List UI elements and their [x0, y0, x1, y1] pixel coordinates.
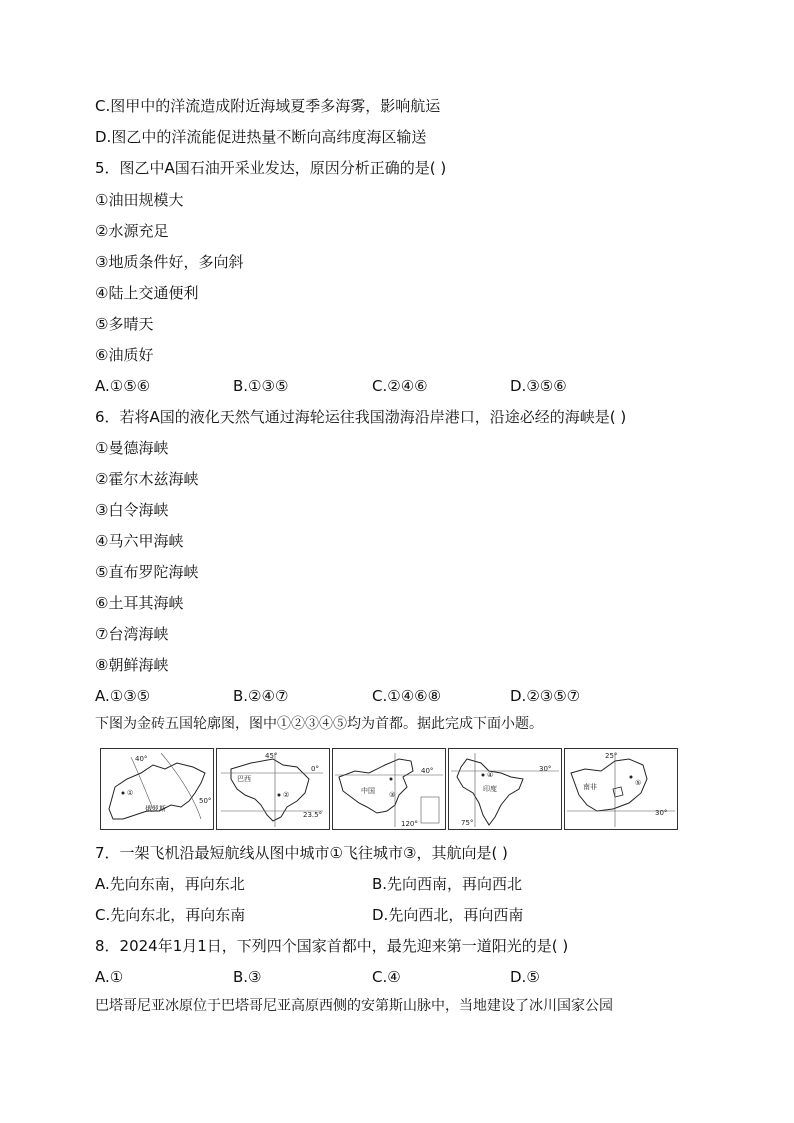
india-name-label: 印度 [483, 785, 497, 793]
q6-item-4: ④马六甲海峡 [95, 532, 184, 550]
q8-option-a[interactable]: A.① [95, 968, 124, 986]
q6-option-c[interactable]: C.①④⑥⑧ [372, 687, 442, 705]
option-d-line: D.图乙中的洋流能促进热量不断向高纬度海区输送 [95, 128, 427, 146]
india-lon-label: 75° [461, 819, 474, 827]
q6-item-6: ⑥土耳其海峡 [95, 594, 184, 612]
brazil-eq-label: 0° [311, 765, 319, 773]
q6-item-7: ⑦台湾海峡 [95, 625, 169, 643]
russia-outline-map [101, 749, 213, 829]
brazil-capital-label: ② [283, 791, 290, 799]
brazil-tropic-label: 23.5° [303, 811, 323, 819]
map-india [448, 748, 562, 830]
south-africa-lon-label: 25° [605, 752, 618, 760]
china-name-label: 中国 [361, 787, 375, 795]
q5-item-3: ③地质条件好，多向斜 [95, 253, 244, 271]
q5-item-6: ⑥油质好 [95, 346, 154, 364]
question-7: 7．一架飞机沿最短航线从图中城市①飞往城市③，其航向是( ) [95, 844, 508, 862]
brazil-lon-label: 45° [265, 752, 278, 760]
china-lon-label: 120° [401, 820, 418, 828]
map-brazil [216, 748, 330, 830]
map-intro: 下图为金砖五国轮廓图，图中①②③④⑤均为首都。据此完成下面小题。 [95, 716, 543, 732]
south-africa-lat-label: 30° [655, 809, 668, 817]
map-south-africa [564, 748, 678, 830]
south-africa-name-label: 南非 [583, 783, 597, 791]
next-passage-line: 巴塔哥尼亚冰原位于巴塔哥尼亚高原西侧的安第斯山脉中，当地建设了冰川国家公园 [95, 998, 613, 1014]
russia-name-label: 俄罗斯 [145, 805, 166, 813]
q6-option-d[interactable]: D.②③⑤⑦ [510, 687, 581, 705]
q6-option-a[interactable]: A.①③⑤ [95, 687, 151, 705]
india-lat-label: 30° [539, 765, 552, 773]
q5-item-1: ①油田规模大 [95, 191, 184, 209]
china-outline-map [333, 749, 445, 829]
south-africa-outline-map [565, 749, 677, 829]
india-outline-map [449, 749, 561, 829]
q7-option-b[interactable]: B.先向西南，再向西北 [372, 875, 523, 893]
india-capital-label: ④ [487, 771, 494, 779]
q7-option-a[interactable]: A.先向东南，再向东北 [95, 875, 245, 893]
russia-capital-label: ① [127, 789, 134, 797]
q6-item-1: ①曼德海峡 [95, 439, 169, 457]
q5-option-a[interactable]: A.①⑤⑥ [95, 377, 151, 395]
russia-lat-label: 40° [135, 755, 148, 763]
option-c-line: C.图甲中的洋流造成附近海域夏季多海雾，影响航运 [95, 97, 441, 115]
china-lat-label: 40° [421, 767, 434, 775]
q6-option-b[interactable]: B.②④⑦ [233, 687, 289, 705]
map-russia [100, 748, 214, 830]
q7-option-d[interactable]: D.先向西北，再向西南 [372, 906, 524, 924]
china-capital-label: ③ [389, 791, 396, 799]
q5-option-b[interactable]: B.①③⑤ [233, 377, 289, 395]
question-6: 6．若将A国的液化天然气通过海轮运往我国渤海沿岸港口，沿途必经的海峡是( ) [95, 408, 627, 426]
q5-item-4: ④陆上交通便利 [95, 284, 199, 302]
q8-option-b[interactable]: B.③ [233, 968, 262, 986]
question-8: 8．2024年1月1日，下列四个国家首都中，最先迎来第一道阳光的是( ) [95, 937, 569, 955]
q5-item-2: ②水源充足 [95, 222, 169, 240]
q6-item-3: ③白令海峡 [95, 501, 169, 519]
q5-option-c[interactable]: C.②④⑥ [372, 377, 428, 395]
brazil-name-label: 巴西 [237, 775, 251, 783]
q7-option-c[interactable]: C.先向东北，再向东南 [95, 906, 246, 924]
brazil-outline-map [217, 749, 329, 829]
q8-option-d[interactable]: D.⑤ [510, 968, 540, 986]
map-china [332, 748, 446, 830]
q8-option-c[interactable]: C.④ [372, 968, 401, 986]
brics-maps [100, 748, 678, 830]
russia-lon-label: 50° [199, 797, 212, 805]
q6-item-2: ②霍尔木兹海峡 [95, 470, 199, 488]
q6-item-8: ⑧朝鲜海峡 [95, 656, 169, 674]
q5-item-5: ⑤多晴天 [95, 315, 154, 333]
question-5: 5．图乙中A国石油开采业发达，原因分析正确的是( ) [95, 159, 447, 177]
q6-item-5: ⑤直布罗陀海峡 [95, 563, 199, 581]
south-africa-capital-label: ⑤ [635, 779, 642, 787]
q5-option-d[interactable]: D.③⑤⑥ [510, 377, 567, 395]
